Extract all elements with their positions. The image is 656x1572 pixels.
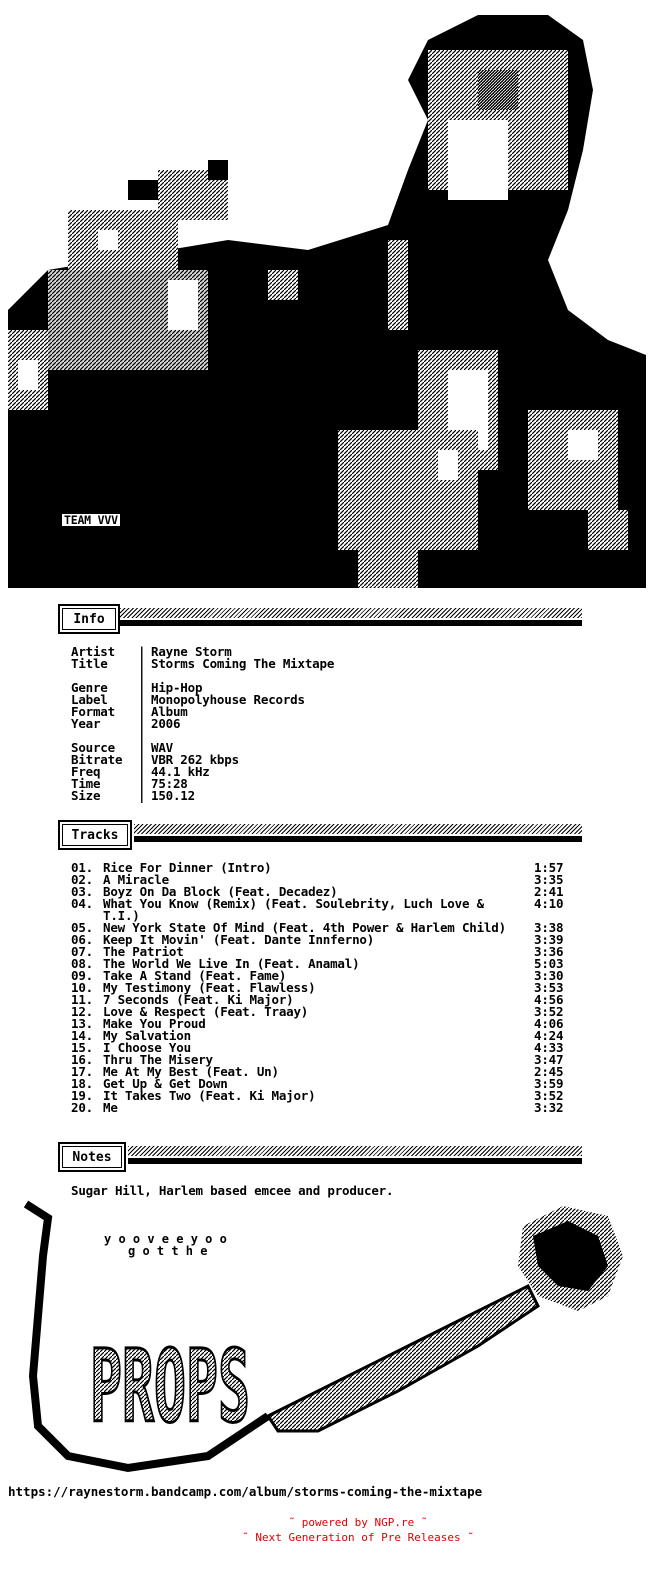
track-number: 03. bbox=[71, 884, 93, 899]
tracks-section-header bbox=[58, 820, 582, 848]
track-title: My Salvation bbox=[103, 1028, 191, 1043]
notes-text: Sugar Hill, Harlem based emcee and producer. bbox=[71, 1183, 394, 1198]
track-number: 06. bbox=[71, 932, 93, 947]
info-row-source bbox=[71, 742, 471, 754]
footer-tagline: ˜ Next Generation of Pre Releases ˜ bbox=[242, 1531, 474, 1544]
track-number: 18. bbox=[71, 1076, 93, 1091]
info-value: 44.1 kHz bbox=[151, 764, 210, 779]
notes-section-box bbox=[58, 1142, 126, 1172]
info-key: Genre bbox=[71, 680, 108, 695]
info-key: Bitrate bbox=[71, 752, 123, 767]
track-number: 17. bbox=[71, 1064, 93, 1079]
track-duration: 4:24 bbox=[534, 1028, 564, 1043]
info-header-hatch bbox=[120, 608, 582, 618]
props-line1: y o o v e e y o o bbox=[104, 1232, 227, 1246]
track-title: 7 Seconds (Feat. Ki Major) bbox=[103, 992, 294, 1007]
info-key: Artist bbox=[71, 644, 115, 659]
tracks-header-bar bbox=[134, 836, 582, 842]
footer-powered-by[interactable]: ˜ powered by NGP.re ˜ bbox=[288, 1516, 428, 1529]
info-header-bar bbox=[120, 620, 582, 626]
track-title: Me At My Best (Feat. Un) bbox=[103, 1064, 279, 1079]
track-duration: 4:06 bbox=[534, 1016, 564, 1031]
track-title: A Miracle bbox=[103, 872, 169, 887]
track-duration: 3:38 bbox=[534, 920, 564, 935]
info-value: Hip-Hop bbox=[151, 680, 203, 695]
track-duration: 3:53 bbox=[534, 980, 564, 995]
track-duration: 3:59 bbox=[534, 1076, 564, 1091]
track-duration: 3:35 bbox=[534, 872, 564, 887]
track-number: 04. bbox=[71, 896, 93, 911]
track-title: Make You Proud bbox=[103, 1016, 206, 1031]
info-table bbox=[71, 646, 471, 802]
notes-header-hatch bbox=[128, 1146, 582, 1156]
track-title: Me bbox=[103, 1100, 118, 1115]
info-key: Size bbox=[71, 788, 101, 803]
info-sep: | bbox=[138, 644, 146, 659]
info-sep: | bbox=[138, 680, 146, 695]
info-value: Monopolyhouse Records bbox=[151, 692, 305, 707]
info-key: Freq bbox=[71, 764, 101, 779]
track-number: 13. bbox=[71, 1016, 93, 1031]
track-number: 09. bbox=[71, 968, 93, 983]
info-sep: | bbox=[138, 788, 146, 803]
track-duration: 5:03 bbox=[534, 956, 564, 971]
props-line2: g o t t h e bbox=[128, 1244, 208, 1258]
track-title: Boyz On Da Block (Feat. Decadez) bbox=[103, 884, 338, 899]
info-value: WAV bbox=[151, 740, 173, 755]
info-sep: | bbox=[138, 704, 146, 719]
info-gap: | bbox=[138, 668, 146, 683]
info-value: VBR 262 kbps bbox=[151, 752, 239, 767]
track-number: 11. bbox=[71, 992, 93, 1007]
tracks-header-hatch bbox=[134, 824, 582, 834]
info-value: 75:28 bbox=[151, 776, 188, 791]
info-row-year bbox=[71, 718, 471, 730]
track-title: Keep It Movin' (Feat. Dante Innferno) bbox=[103, 932, 375, 947]
track-number: 07. bbox=[71, 944, 93, 959]
info-sep: | bbox=[138, 752, 146, 767]
info-value: Rayne Storm bbox=[151, 644, 232, 659]
track-title: Thru The Misery bbox=[103, 1052, 213, 1067]
info-row-bitrate bbox=[71, 754, 471, 766]
track-number: 02. bbox=[71, 872, 93, 887]
track-title: I Choose You bbox=[103, 1040, 191, 1055]
track-title: The World We Live In (Feat. Anamal) bbox=[103, 956, 360, 971]
info-value: 2006 bbox=[151, 716, 181, 731]
cover-tag-label: TEAM VVV bbox=[64, 513, 118, 527]
info-key: Year bbox=[71, 716, 101, 731]
info-sep: | bbox=[138, 656, 146, 671]
info-key: Title bbox=[71, 656, 108, 671]
info-sep: | bbox=[138, 740, 146, 755]
track-duration: 4:33 bbox=[534, 1040, 564, 1055]
info-sep: | bbox=[138, 692, 146, 707]
notes-section-header bbox=[58, 1142, 582, 1170]
track-title: My Testimony (Feat. Flawless) bbox=[103, 980, 316, 995]
info-row-label bbox=[71, 694, 471, 706]
tracklist bbox=[71, 862, 571, 1114]
track-number: 20. bbox=[71, 1100, 93, 1115]
track-number: 19. bbox=[71, 1088, 93, 1103]
track-duration: 3:36 bbox=[534, 944, 564, 959]
track-number: 08. bbox=[71, 956, 93, 971]
track-duration: 3:32 bbox=[534, 1100, 564, 1115]
info-section-title: Info bbox=[62, 608, 116, 630]
info-sep: | bbox=[138, 764, 146, 779]
track-number: 01. bbox=[71, 860, 93, 875]
info-gap: | bbox=[138, 728, 146, 743]
info-sep: | bbox=[138, 776, 146, 791]
track-row bbox=[71, 898, 571, 922]
info-row-time bbox=[71, 778, 471, 790]
track-duration: 2:45 bbox=[534, 1064, 564, 1079]
info-key: Time bbox=[71, 776, 101, 791]
track-number: 12. bbox=[71, 1004, 93, 1019]
props-microphone-art bbox=[8, 1196, 646, 1476]
info-sep: | bbox=[138, 716, 146, 731]
track-duration: 2:41 bbox=[534, 884, 564, 899]
tracks-section-title: Tracks bbox=[62, 824, 128, 846]
track-duration: 4:56 bbox=[534, 992, 564, 1007]
info-value: Album bbox=[151, 704, 188, 719]
track-title: Rice For Dinner (Intro) bbox=[103, 860, 272, 875]
track-number: 16. bbox=[71, 1052, 93, 1067]
props-word: PROPS bbox=[90, 1328, 250, 1445]
track-duration: 3:52 bbox=[534, 1088, 564, 1103]
info-key: Format bbox=[71, 704, 115, 719]
info-row-size bbox=[71, 790, 471, 802]
track-duration: 3:52 bbox=[534, 1004, 564, 1019]
info-section-box bbox=[58, 604, 120, 634]
info-section-header bbox=[58, 604, 582, 632]
cover-art-image bbox=[8, 10, 646, 588]
track-title: Get Up & Get Down bbox=[103, 1076, 228, 1091]
track-row bbox=[71, 1090, 571, 1102]
info-value: 150.12 bbox=[151, 788, 195, 803]
track-title: New York State Of Mind (Feat. 4th Power & Harlem Child) bbox=[103, 920, 506, 935]
track-row bbox=[71, 1102, 571, 1114]
tracks-section-box bbox=[58, 820, 132, 850]
track-duration: 1:57 bbox=[534, 860, 564, 875]
track-duration: 3:47 bbox=[534, 1052, 564, 1067]
notes-header-bar bbox=[128, 1158, 582, 1164]
info-key: Label bbox=[71, 692, 108, 707]
track-duration: 4:10 bbox=[534, 896, 564, 911]
info-value: Storms Coming The Mixtape bbox=[151, 656, 335, 671]
track-number: 05. bbox=[71, 920, 93, 935]
track-number: 15. bbox=[71, 1040, 93, 1055]
track-title: The Patriot bbox=[103, 944, 184, 959]
track-duration: 3:30 bbox=[534, 968, 564, 983]
track-title: It Takes Two (Feat. Ki Major) bbox=[103, 1088, 316, 1103]
info-key: Source bbox=[71, 740, 115, 755]
track-title: Take A Stand (Feat. Fame) bbox=[103, 968, 287, 983]
track-title: What You Know (Remix) (Feat. Soulebrity, Luch Love & T.I.) bbox=[103, 896, 484, 923]
info-row-format bbox=[71, 706, 471, 718]
album-url-link[interactable]: https://raynestorm.bandcamp.com/album/storms-coming-the-mixtape bbox=[8, 1484, 483, 1499]
track-number: 14. bbox=[71, 1028, 93, 1043]
notes-section-title: Notes bbox=[62, 1146, 122, 1168]
track-duration: 3:39 bbox=[534, 932, 564, 947]
info-row-title bbox=[71, 658, 471, 670]
track-title: Love & Respect (Feat. Traay) bbox=[103, 1004, 309, 1019]
track-number: 10. bbox=[71, 980, 93, 995]
info-row-freq bbox=[71, 766, 471, 778]
